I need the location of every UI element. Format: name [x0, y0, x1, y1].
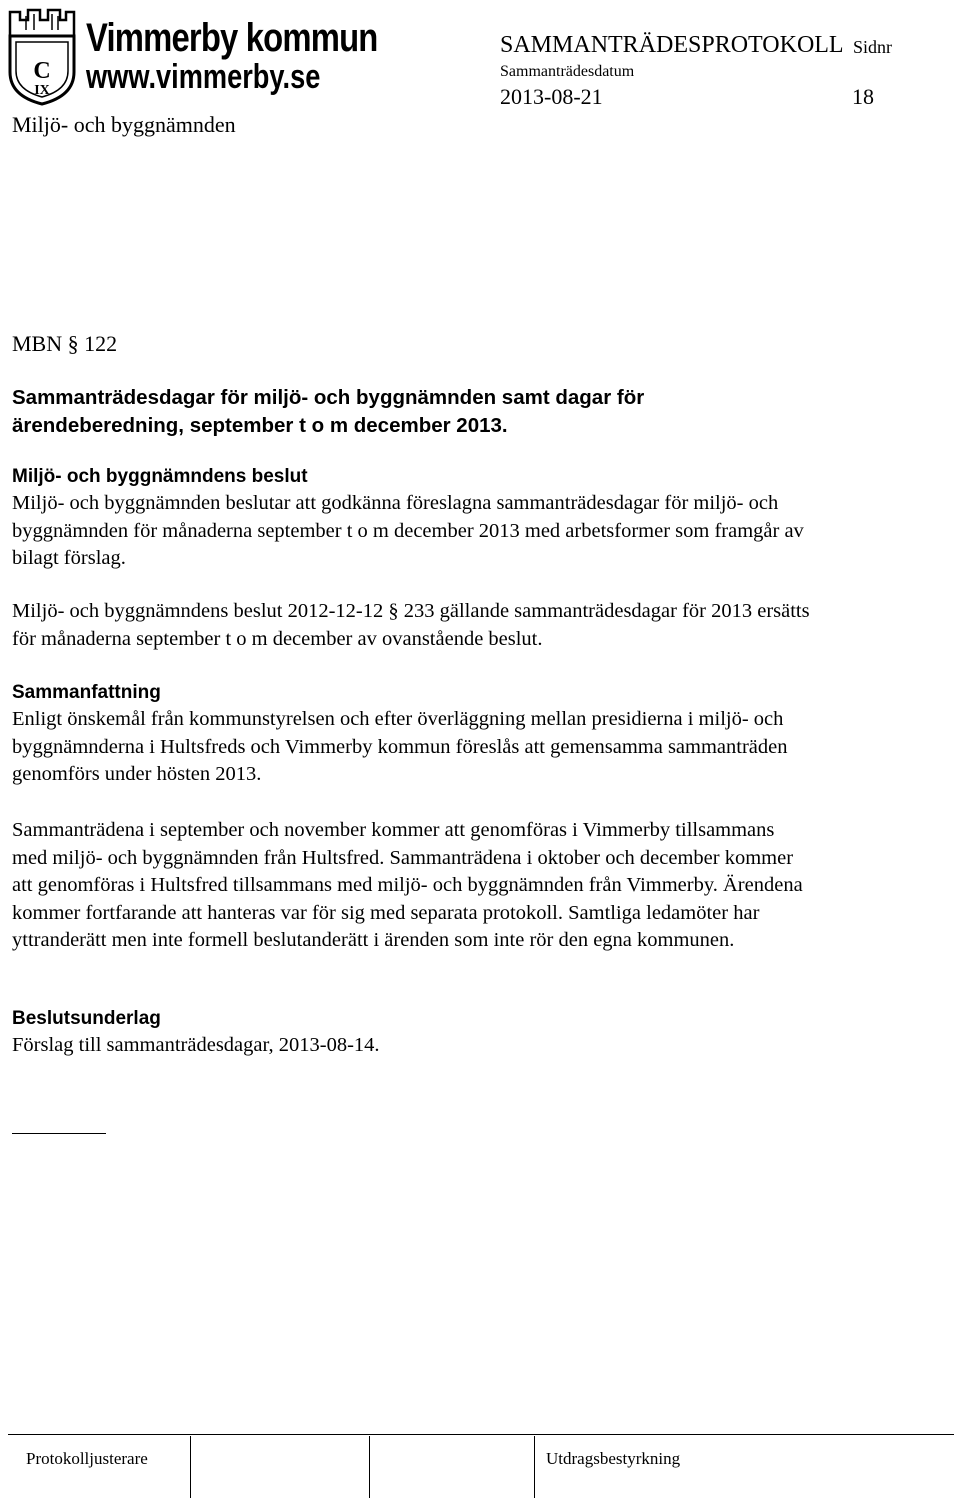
- basis-heading: Beslutsunderlag: [12, 1008, 161, 1029]
- org-url: www.vimmerby.se: [86, 58, 321, 96]
- decision-note: Miljö- och byggnämndens beslut 2012-12-12 § 233 gällande sammanträdesdagar för 2013 ersätts för månaderna september t o m december av ovanstående beslut.: [12, 600, 810, 650]
- meeting-date: 2013-08-21: [500, 84, 603, 109]
- signature-box-divider: [369, 1436, 370, 1498]
- svg-text:IX: IX: [34, 83, 50, 98]
- municipal-seal-logo: [6, 6, 78, 106]
- signature-box-divider: [190, 1436, 191, 1498]
- separator-line: [12, 1133, 106, 1134]
- org-name: Vimmerby kommun: [86, 16, 378, 60]
- summary-heading: Sammanfattning: [12, 682, 161, 703]
- case-title: Sammanträdesdagar för miljö- och byggnämnden samt dagar för ärendeberedning, september t o m december 2013.: [12, 386, 645, 437]
- case-reference: MBN § 122: [12, 331, 118, 356]
- signature-box-divider: [534, 1436, 535, 1498]
- certification-label: Utdragsbestyrkning: [546, 1449, 681, 1468]
- svg-text:C: C: [33, 58, 51, 84]
- meeting-date-label: Sammanträdesdatum: [500, 63, 635, 80]
- adjuster-label: Protokolljusterare: [26, 1449, 148, 1468]
- decision-text: Miljö- och byggnämnden beslutar att godkänna föreslagna sammanträdesdagar för miljö- och byggnämnden för månaderna september t o m december 2013 med arbetsformer som framgår av bilagt förslag.: [12, 492, 804, 569]
- page-number: 18: [852, 84, 874, 109]
- decision-heading: Miljö- och byggnämndens beslut: [12, 466, 308, 487]
- summary-paragraph-1: Enligt önskemål från kommunstyrelsen och efter överläggning mellan presidierna i miljö- och byggnämnderna i Hultsfreds och Vimmerby kommun föreslås att gemensamma sammanträden genomförs under hösten 2013.: [12, 708, 788, 785]
- document-type: SAMMANTRÄDESPROTOKOLL: [500, 32, 844, 58]
- page-number-label: Sidnr: [853, 37, 893, 57]
- footer-rule: [8, 1434, 954, 1435]
- summary-paragraph-2: Sammanträdena i september och november kommer att genomföras i Vimmerby tillsammans med miljö- och byggnämnden från Hultsfred. Sammanträdena i oktober och december kommer att genomföras i Hultsfred tillsammans med miljö- och byggnämnden från Vimmerby. Ärendena kommer fortfarande att hanteras var för sig med separata protokoll. Samtliga ledamöter har yttranderätt men inte formell beslutanderätt i ärenden som inte rör den egna kommunen.: [12, 819, 803, 951]
- basis-text: Förslag till sammanträdesdagar, 2013-08-14.: [12, 1034, 380, 1056]
- committee-name: Miljö- och byggnämnden: [12, 112, 236, 137]
